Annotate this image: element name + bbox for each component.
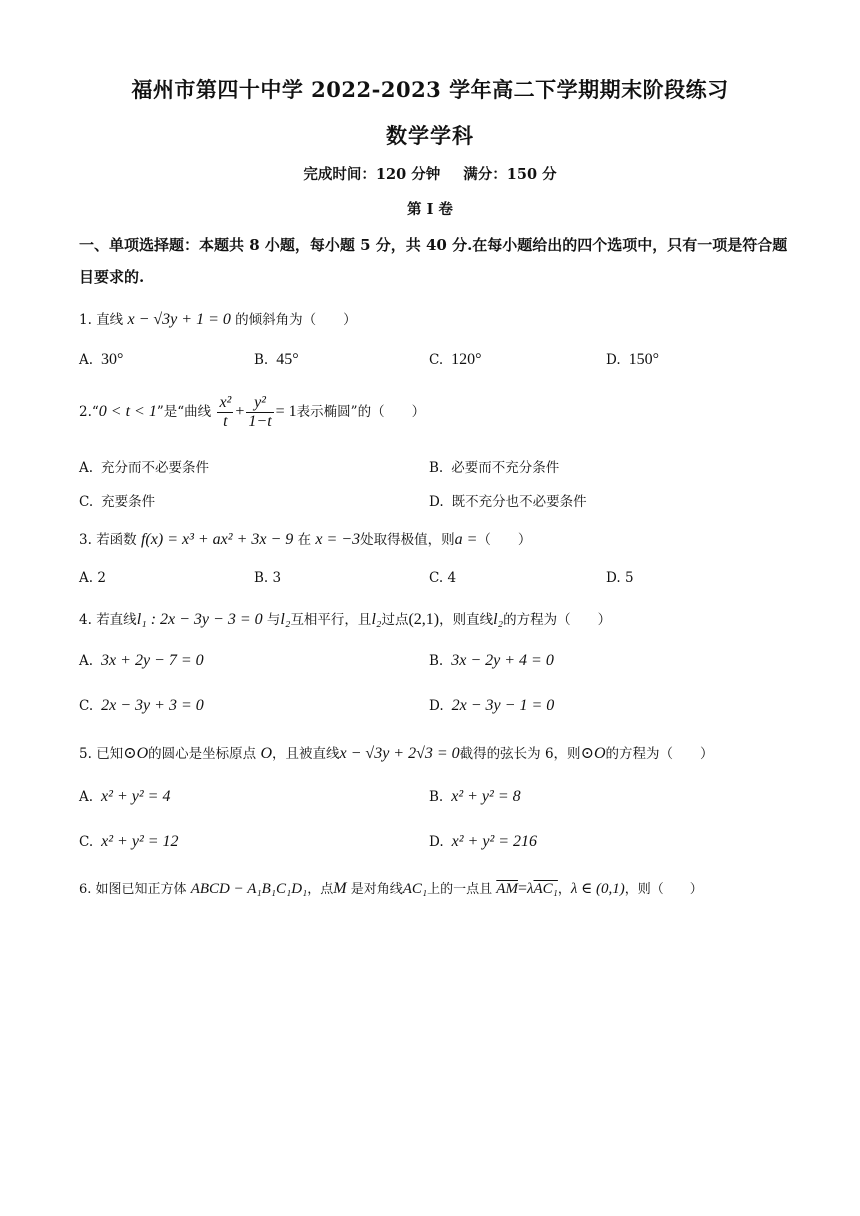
- q4-option-a[interactable]: A. 3x + 2y − 7 = 0: [79, 652, 204, 669]
- q4-option-d[interactable]: D. 2x − 3y − 1 = 0: [429, 697, 555, 714]
- question-2: 2.“0 < t < 1”是“曲线 $\frac{\text{x²}}{t}$ + $\frac{\text{y²}}{1-t}$ = 1表示椭圆”的（ ）: [79, 394, 426, 430]
- q1-suffix: 的倾斜角为（ ）: [235, 312, 357, 328]
- q5-option-d[interactable]: D. x² + y² = 216: [429, 833, 538, 850]
- q3-option-c[interactable]: C. 4: [429, 570, 457, 586]
- q6-vector-ac1: AC₁: [533, 881, 558, 897]
- q2-fraction-2: $\frac{\text{y²}}{1-t}$: [248, 394, 272, 430]
- q6-cube: ABCD − A₁B₁C₁D₁: [190, 881, 308, 897]
- volume-heading: 第 I 卷: [407, 201, 453, 218]
- exam-subject: 数学学科: [386, 123, 474, 148]
- exam-title: 福州市第四十中学 2022-2023 学年高二下学期期末阶段练习: [131, 77, 729, 102]
- q4-option-c[interactable]: C. 2x − 3y + 3 = 0: [79, 697, 204, 714]
- q2-option-d[interactable]: D. 既不充分也不必要条件: [429, 494, 587, 510]
- q1-option-b[interactable]: B. 45°: [254, 351, 299, 368]
- q4-point: (2,1): [408, 611, 440, 628]
- q6-vector-am: $\overline{AM}$: [496, 881, 518, 897]
- question-1: [79, 308, 357, 329]
- q1-number: 1.: [79, 312, 92, 328]
- q3-option-b[interactable]: B. 3: [254, 570, 282, 586]
- q5-option-a[interactable]: A. x² + y² = 4: [79, 788, 171, 805]
- question-6: 6. 如图已知正方体 ABCD − A₁B₁C₁D₁，点M 是对角线AC₁上的一点且 $\overline{AM}=\lambda AC_1$，λ ∈ (0,1)，则（ ）: [79, 880, 703, 897]
- q2-option-b[interactable]: B. 必要而不充分条件: [429, 460, 560, 476]
- q3-option-a[interactable]: A. 2: [79, 570, 106, 586]
- time-limit: 完成时间：120 分钟: [303, 166, 441, 183]
- section-instruction: 一、单项选择题：本题共 8 小题，每小题 5 分，共 40 分.在每小题给出的四个选项中，只有一项是符合题目要求的.: [79, 236, 788, 286]
- q3-point: x = −3: [315, 531, 361, 548]
- full-score: 满分：150 分: [463, 166, 557, 183]
- q5-option-b[interactable]: B. x² + y² = 8: [429, 788, 521, 805]
- question-5: 5. 已知⊙O的圆心是坐标原点 O，且被直线x − √3y + 2√3 = 0截得的弦长为 6，则⊙O的方程为（ ）: [79, 745, 714, 762]
- q2-condition: 0 < t < 1: [98, 403, 157, 420]
- q1-option-d[interactable]: D. 150°: [606, 351, 660, 368]
- q1-option-c[interactable]: C. 120°: [429, 351, 482, 368]
- question-4: 4. 若直线l₁ : 2x − 3y − 3 = 0 与l₂互相平行，且l₂过点(2,1)，则直线l₂的方程为（ ）: [79, 611, 612, 628]
- q1-option-a[interactable]: A. 30°: [79, 351, 124, 368]
- q3-function: f(x) = x³ + ax² + 3x − 9: [140, 531, 294, 548]
- q5-option-c[interactable]: C. x² + y² = 12: [79, 833, 179, 850]
- q2-option-a[interactable]: A. 充分而不必要条件: [79, 460, 210, 476]
- q4-line-1: l₁ : 2x − 3y − 3 = 0: [136, 611, 263, 628]
- q3-option-d[interactable]: D. 5: [606, 570, 634, 586]
- q2-number: 2.: [79, 404, 92, 420]
- q2-suffix: 表示椭圆”的（ ）: [296, 404, 426, 420]
- q1-equation: x − √3y + 1 = 0: [127, 311, 231, 328]
- q2-fraction-1: $\frac{\text{x²}}{t}$: [219, 394, 232, 430]
- q2-option-c[interactable]: C. 充要条件: [79, 494, 156, 510]
- q1-prefix: 直线: [96, 312, 124, 328]
- q6-lambda-range: λ ∈ (0,1): [570, 881, 625, 897]
- exam-info: [0, 163, 860, 184]
- question-3: 3. 若函数 f(x) = x³ + ax² + 3x − 9 在 x = −3处取得极值，则a =（ ）: [79, 531, 532, 548]
- q5-line: x − √3y + 2√3 = 0: [339, 745, 460, 762]
- q4-option-b[interactable]: B. 3x − 2y + 4 = 0: [429, 652, 554, 669]
